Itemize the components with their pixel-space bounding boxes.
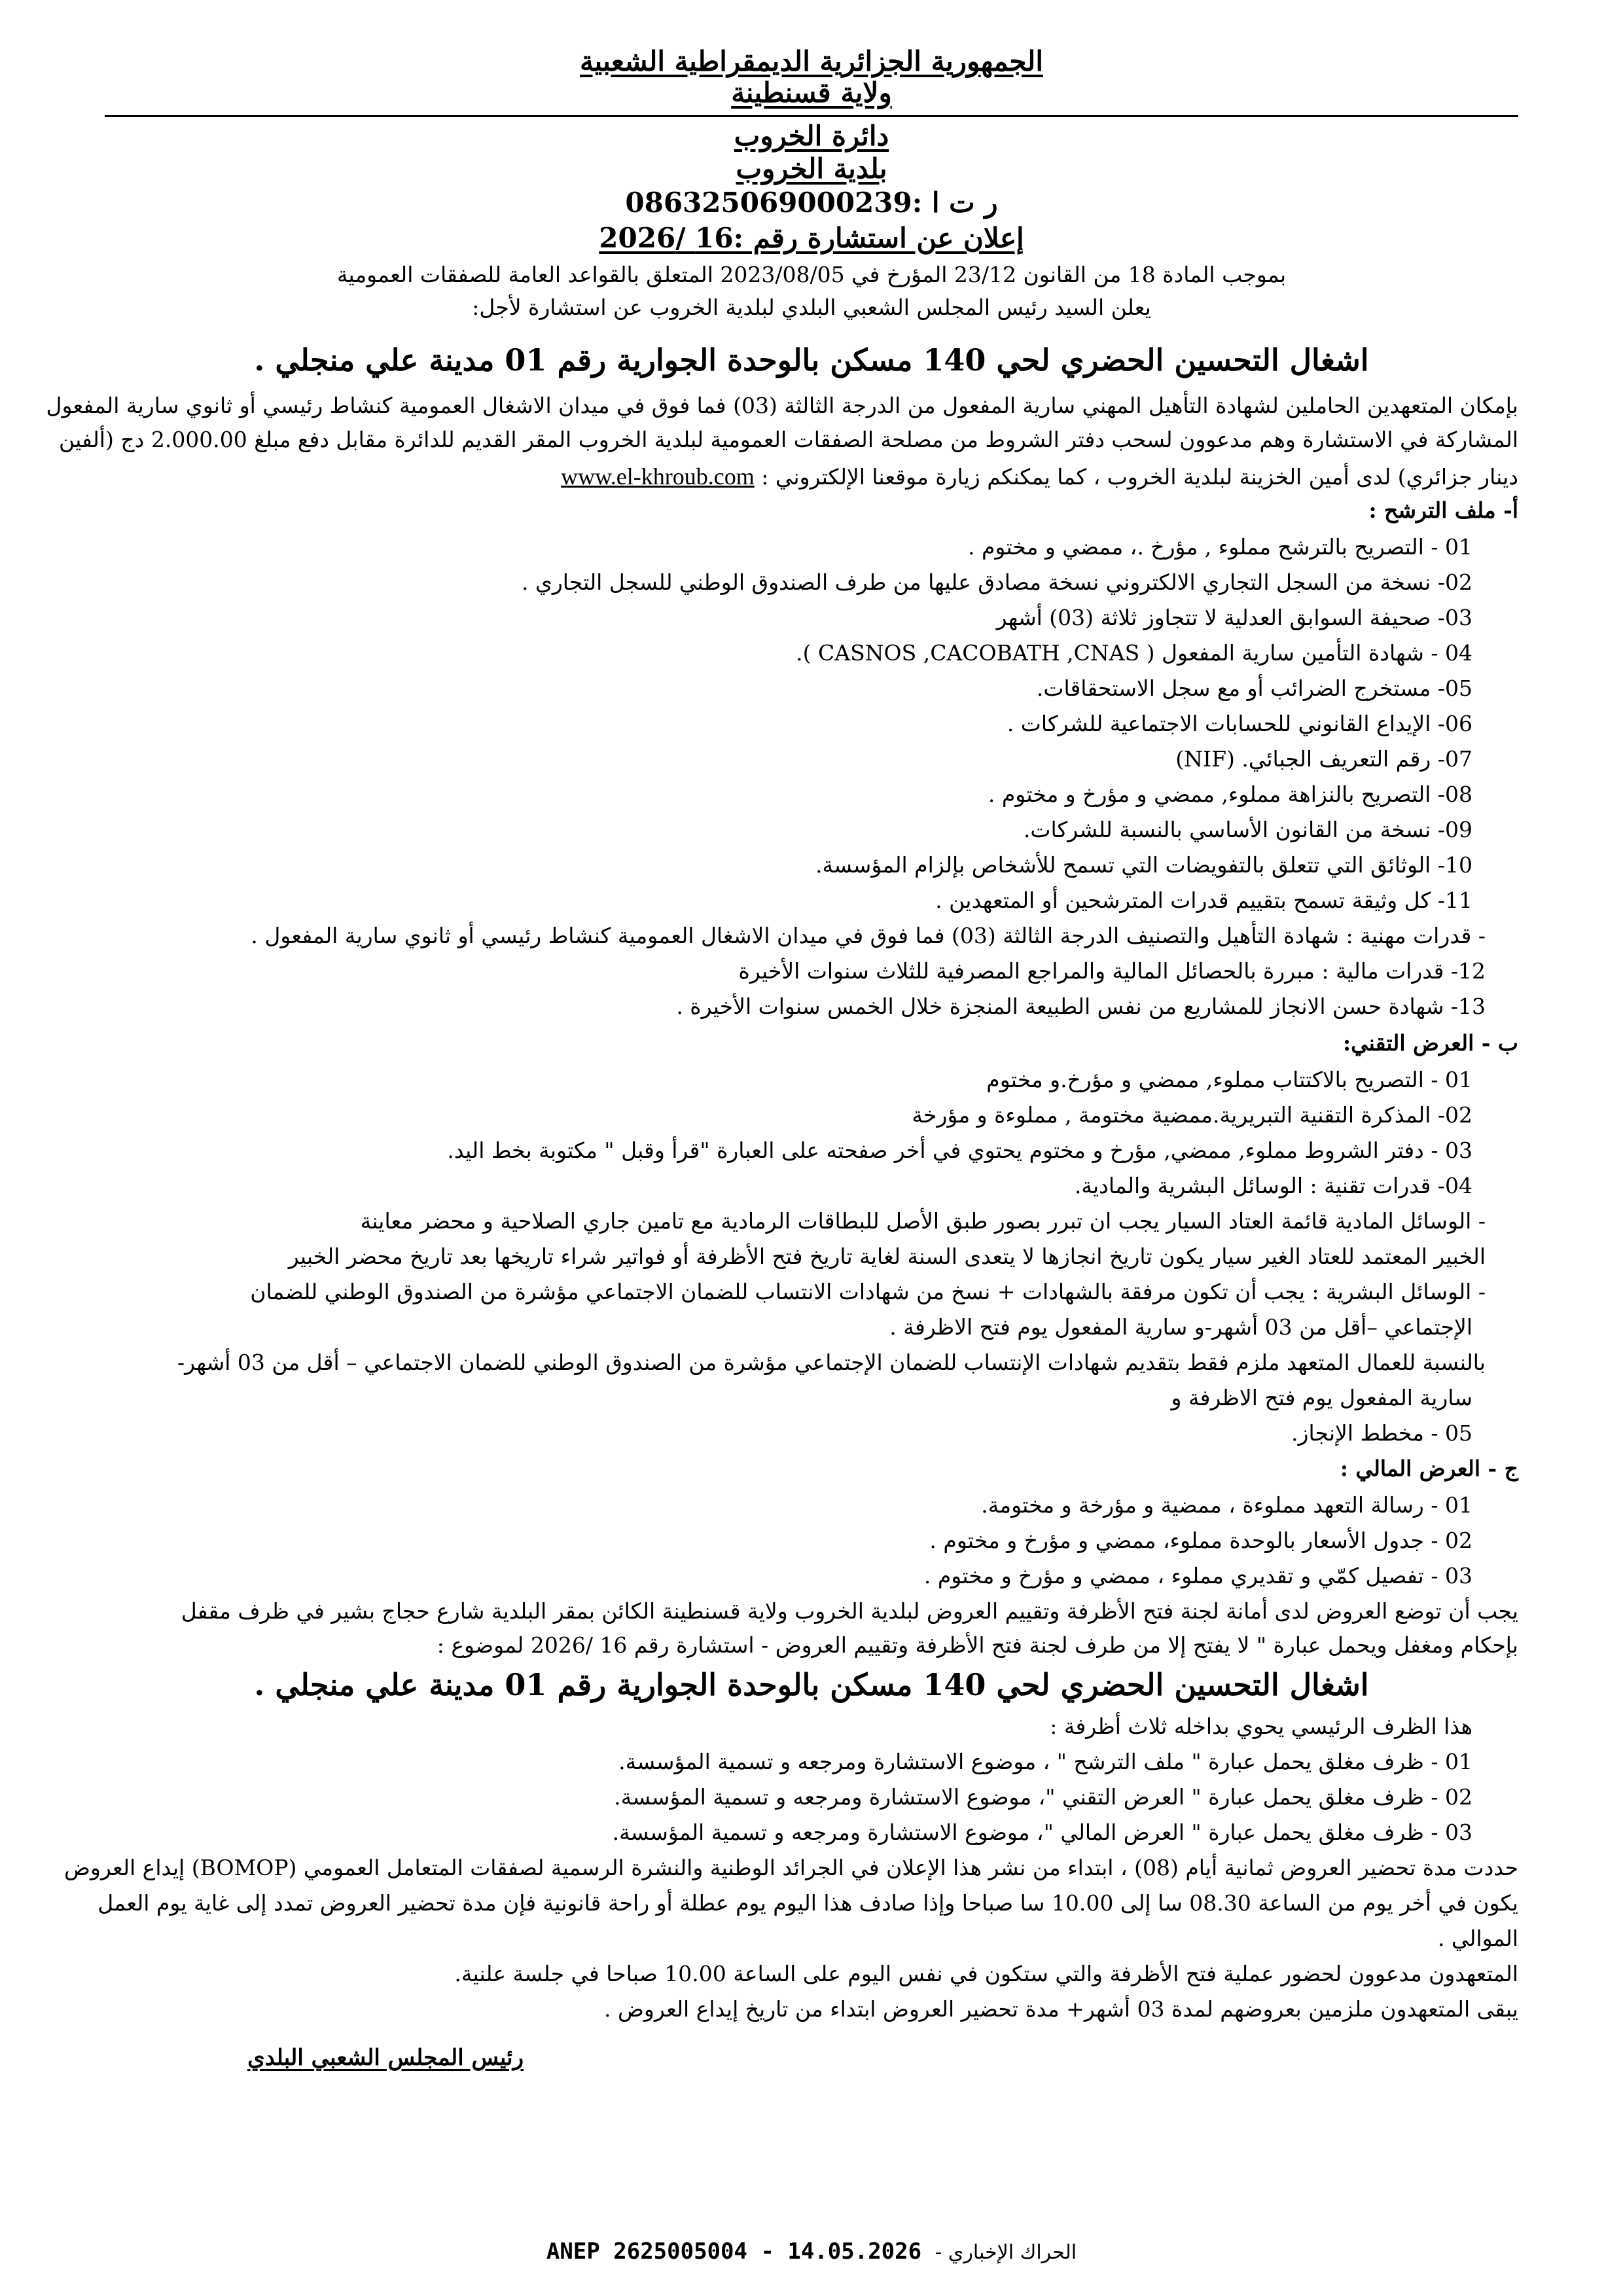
section-b-item: - الوسائل المادية قائمة العتاد السيار يجب ان تبرر بصور طبق الأصل للبطاقات الرمادية مع تامين جاري الصلاحية و محضر معاينة [360, 1208, 1486, 1234]
envelopes-intro: هذا الظرف الرئيسي يحوي بداخله ثلاث أظرفة : [1050, 1713, 1472, 1739]
section-b-item: الإجتماعي –أقل من 03 أشهر-و سارية المفعول يوم فتح الاظرفة . [889, 1314, 1472, 1340]
section-a-item: 10- الوثائق التي تتعلق بالتفويضات التي تسمح للأشخاص بإلزام المؤسسة. [815, 852, 1472, 878]
section-b-item: 01 - التصريح بالاكتتاب مملوء, ممضي و مؤرخ.و مختوم [986, 1067, 1472, 1092]
section-c-item: 03 - تفصيل كمّي و تقديري مملوء ، ممضي و مؤرخ و مختوم . [923, 1563, 1472, 1588]
publication-footer [0, 2238, 1623, 2265]
announcer-line: يعلن السيد رئيس المجلس الشعبي البلدي لبلدية الخروب عن استشارة لأجل: [472, 295, 1151, 320]
project-subject: اشغال التحسين الحضري لحي 140 مسكن بالوحدة الجوارية رقم 01 مدينة علي منجلي . [254, 342, 1369, 378]
republic-title: الجمهورية الجزائرية الديمقراطية الشعبية [579, 45, 1043, 77]
header-divider [105, 115, 1518, 117]
section-a-item: 05- مستخرج الضرائب أو مع سجل الاستحقاقات. [1036, 675, 1472, 701]
deadline-line-2: يكون في أخر يوم من الساعة 08.30 سا إلى 10.00 سا صباحا وإذا صادف هذا اليوم يوم عطلة أو راحة قانونية فإن مدة تحضير العروض تمدد إلى غاية يوم العمل [98, 1890, 1518, 1916]
opening-session: المتعهدون مدعوون لحضور عملية فتح الأظرفة والتي ستكون في نفس اليوم على الساعة 10.00 صباحا في جلسة علنية. [454, 1961, 1518, 1986]
section-a-title: أ- ملف الترشح : [1368, 497, 1518, 523]
announcement-title: إعلان عن استشارة رقم :16 /2026 [599, 222, 1024, 254]
section-b-item: سارية المفعول يوم فتح الاظرفة و [1171, 1385, 1472, 1410]
deadline-line-1: حددت مدة تحضير العروض ثمانية أيام (08) ، ابتداء من نشر هذا الإعلان في الجرائد الوطنية والنشرة الرسمية لصفقات المتعامل العمومي (BOMOP) إيداع العروض [64, 1855, 1518, 1880]
anep-reference: ANEP 2625005004 - 14.05.2026 [546, 2238, 922, 2265]
wilaya-title: ولاية قسنطينة [731, 77, 892, 109]
section-a-item: 13- شهادة حسن الانجاز للمشاريع من نفس الطبيعة المنجزة خلال الخمس سنوات الأخيرة . [676, 994, 1486, 1019]
section-c-title: ج - العرض المالي : [1340, 1456, 1518, 1481]
section-a-item: 06- الإيداع القانوني للحسابات الاجتماعية للشركات . [1007, 711, 1472, 736]
submission-subject: اشغال التحسين الحضري لحي 140 مسكن بالوحدة الجوارية رقم 01 مدينة علي منجلي . [254, 1667, 1369, 1702]
section-a-item: 04 - شهادة التأمين سارية المفعول ( CASNOS ,CACOBATH ,CNAS ). [796, 640, 1472, 666]
deadline-line-3: الموالي . [1437, 1926, 1518, 1951]
section-b-item: 03 - دفتر الشروط مملوء, ممضي, مؤرخ و مختوم يحتوي في أخر صفحته على العبارة "قرأ وقبل " مكتوبة بخط اليد. [447, 1138, 1472, 1163]
eligibility-line-2: المشاركة في الاستشارة وهم مدعوون لسحب دفتر الشروط من مصلحة الصفقات العمومية لبلدية الخروب المقر القديم للدائرة مقابل دفع مبلغ 2.000.00 دج (ألفين [58, 427, 1518, 452]
section-c-item: 01 - رسالة التعهد مملوءة ، ممضية و مؤرخة و مختومة. [981, 1492, 1472, 1518]
eligibility-line-1: بإمكان المتعهدين الحاملين لشهادة التأهيل المهني سارية المفعول من الدرجة الثالثة (03) فما فوق في ميدان الاشغال العمومية كنشاط رئيسي أو ثانوي سارية المفعول [46, 393, 1518, 418]
validity-period: يبقى المتعهدون ملزمين بعروضهم لمدة 03 أشهر+ مدة تحضير العروض ابتداء من تاريخ إيداع العروض . [604, 1996, 1518, 2022]
section-a-item: - قدرات مهنية : شهادة التأهيل والتصنيف الدرجة الثالثة (03) فما فوق في ميدان الاشغال العمومية كنشاط رئيسي أو ثانوي سارية المفعول . [251, 923, 1486, 948]
submission-line-1: يجب أن توضع العروض لدى أمانة لجنة فتح الأظرفة وتقييم العروض لبلدية الخروب ولاية قسنطينة الكائن بمقر البلدية شارع حجاج بشير في ظرف مقفل [181, 1598, 1518, 1624]
section-a-item: 03- صحيفة السوابق العدلية لا تتجاوز ثلاثة (03) أشهر [996, 605, 1472, 630]
section-b-item: بالنسبة للعمال المتعهد ملزم فقط بتقديم شهادات الإنتساب للضمان الإجتماعي مؤشرة من الصندوق الوطني للضمان الاجتماعي – أقل من 03 أشهر- [177, 1350, 1486, 1375]
commune-title: بلدية الخروب [736, 152, 887, 185]
eligibility-line-3: دينار جزائري) لدى أمين الخزينة لبلدية الخروب ، كما يمكنكم زيارة موقعنا الإلكتروني : www.el-khroub.com [561, 463, 1518, 490]
section-b-title: ب - العرض التقني: [1343, 1030, 1518, 1056]
section-b-item: الخبير المعتمد للعتاد الغير سيار يكون تاريخ انجازها لا يتعدى السنة لغاية تاريخ فتح الأظرفة أو فواتير شراء تاريخها بعد تاريخ محضر الخبير [288, 1244, 1486, 1269]
section-b-item: 05 - مخطط الإنجاز. [1291, 1420, 1472, 1446]
section-a-item: 11- كل وثيقة تسمح بتقييم قدرات المترشحين أو المتعهدين . [935, 888, 1472, 913]
website-link[interactable]: www.el-khroub.com [561, 463, 755, 490]
tax-id: ر ت ا :086325069000239 [625, 187, 998, 219]
envelope-1: 01 - ظرف مغلق يحمل عبارة " ملف الترشح " ، موضوع الاستشارة ومرجعه و تسمية المؤسسة. [618, 1749, 1472, 1774]
submission-line-2: بإحكام ومغفل ويحمل عبارة " لا يفتح إلا من طرف لجنة فتح الأظرفة وتقييم العروض - استشارة رقم 16 /2026 لموضوع : [437, 1632, 1518, 1658]
publisher-name: الحراك الإخباري - [935, 2241, 1077, 2264]
section-a-item: 02- نسخة من السجل التجاري الالكتروني نسخة مصادق عليها من طرف الصندوق الوطني للسجل التجاري . [522, 569, 1472, 595]
section-a-item: 09- نسخة من القانون الأساسي بالنسبة للشركات. [1023, 817, 1472, 842]
section-b-item: 04- قدرات تقنية : الوسائل البشرية والمادية. [1074, 1173, 1472, 1198]
section-a-item: 01 - التصريح بالترشح مملوء , مؤرخ .، ممضي و مختوم . [968, 534, 1472, 560]
section-a-item: 07- رقم التعريف الجبائي. (NIF) [1175, 746, 1472, 772]
legal-basis: بموجب المادة 18 من القانون 23/12 المؤرخ في 2023/08/05 المتعلق بالقواعد العامة للصفقات العمومية [336, 262, 1287, 287]
signature-title: رئيس المجلس الشعبي البلدي [247, 2045, 524, 2071]
section-b-item: 02- المذكرة التقنية التبريرية.ممضية مختومة , مملوءة و مؤرخة [912, 1102, 1472, 1128]
section-a-item: 08- التصريح بالنزاهة مملوء, ممضي و مؤرخ و مختوم . [988, 781, 1472, 807]
section-c-item: 02 - جدول الأسعار بالوحدة مملوء، ممضي و مؤرخ و مختوم . [929, 1528, 1472, 1553]
envelope-3: 03 - ظرف مغلق يحمل عبارة " العرض المالي "، موضوع الاستشارة ومرجعه و تسمية المؤسسة. [612, 1820, 1472, 1845]
daira-title: دائرة الخروب [734, 120, 889, 152]
section-a-item: 12- قدرات مالية : مبررة بالحصائل المالية والمراجع المصرفية للثلاث سنوات الأخيرة [738, 958, 1486, 984]
section-b-item: - الوسائل البشرية : يجب أن تكون مرفقة بالشهادات + نسخ من شهادات الانتساب للضمان الاجتماعي مؤشرة من الصندوق الوطني للضمان [250, 1279, 1486, 1304]
envelope-2: 02 - ظرف مغلق يحمل عبارة " العرض التقني "، موضوع الاستشارة ومرجعه و تسمية المؤسسة. [614, 1784, 1472, 1810]
